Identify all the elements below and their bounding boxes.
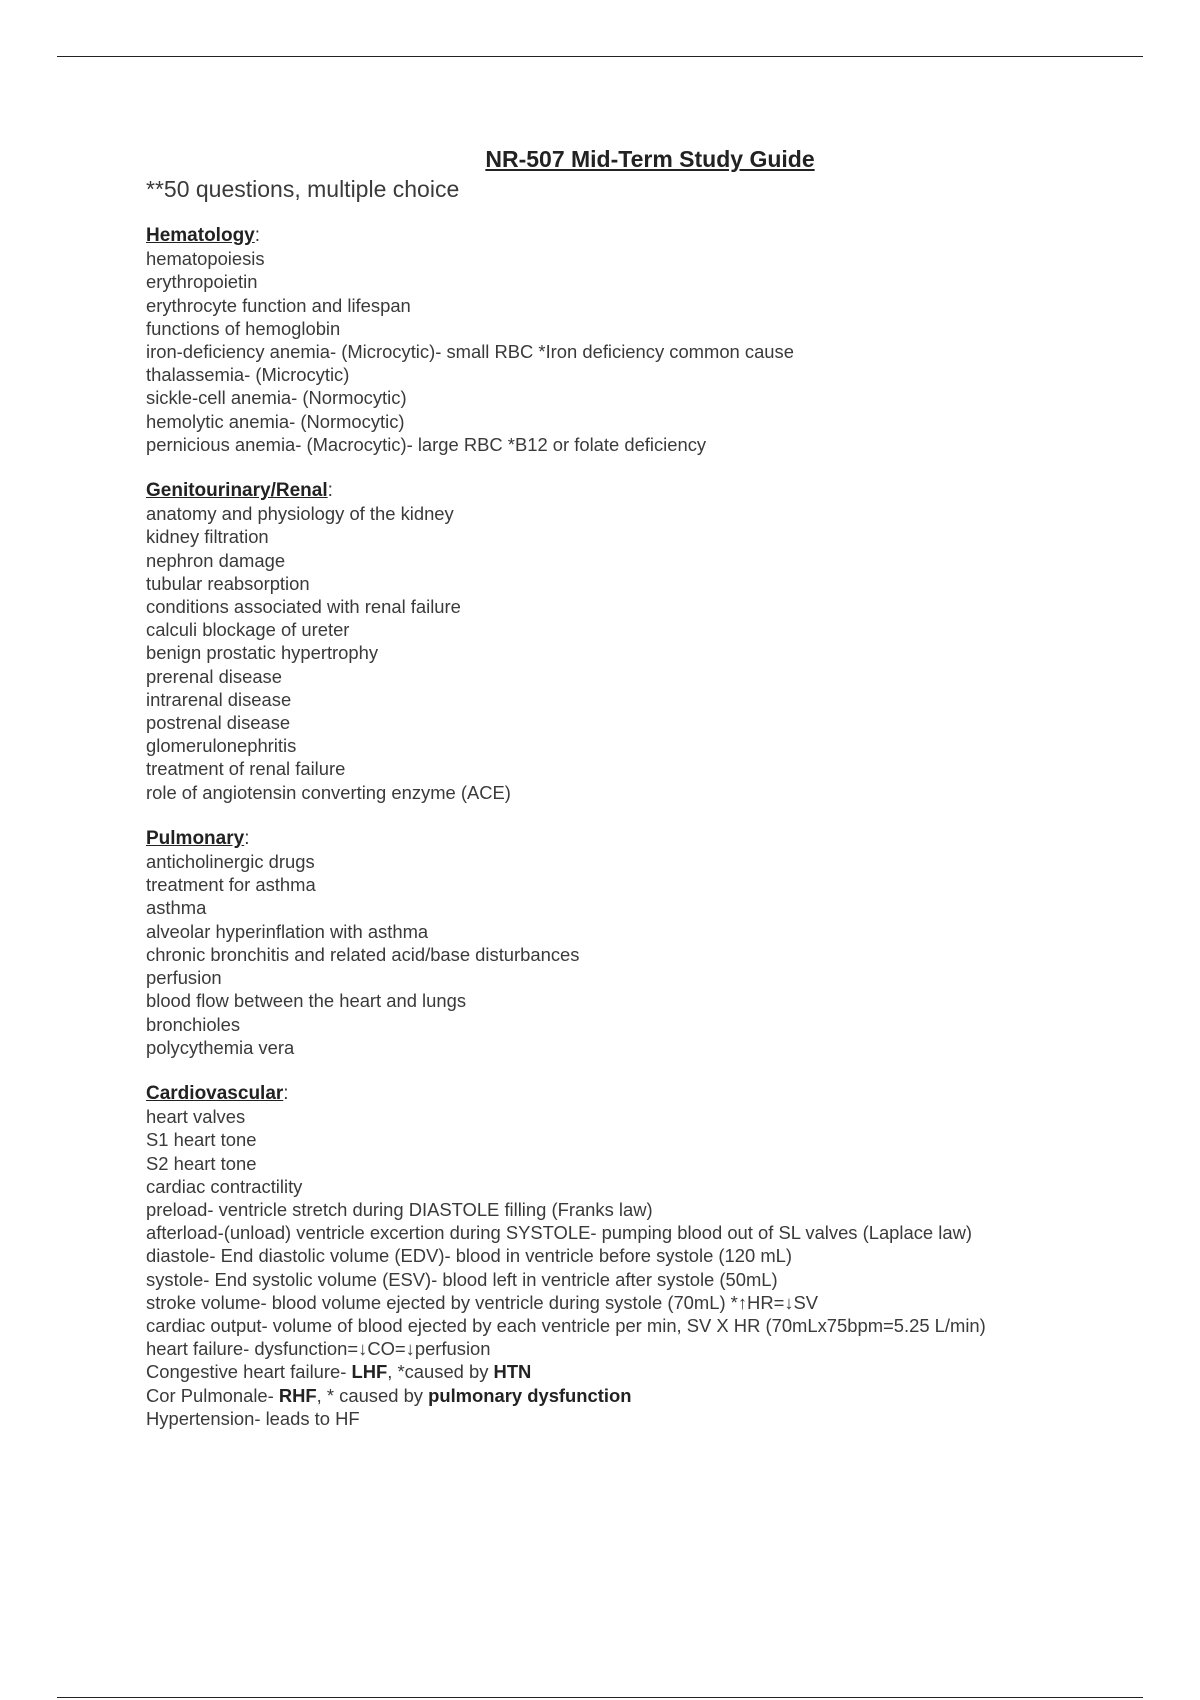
topic-item: nephron damage [146, 549, 286, 571]
section-cardiovascular [146, 1082, 1146, 1430]
heading-colon: : [254, 225, 261, 246]
topic-item: iron-deficiency anemia- (Microcytic)- small RBC *Iron deficiency common cause [146, 341, 794, 363]
cor-pulmonale-lead: Cor Pulmonale- [146, 1384, 279, 1406]
topic-item: glomerulonephritis [146, 735, 297, 757]
topic-item: calculi blockage of ureter [146, 619, 350, 641]
topic-item-cor-pulmonale [146, 1384, 1146, 1407]
topic-item: stroke volume- blood volume ejected by ventricle during systole (70mL) *↑HR=↓SV [146, 1291, 819, 1313]
heading-colon: : [244, 827, 250, 849]
topic-item: S2 heart tone [146, 1152, 257, 1174]
topic-item: diastole- End diastolic volume (EDV)- blood in ventricle before systole (120 mL) [146, 1245, 793, 1267]
topic-item: postrenal disease [146, 712, 291, 734]
topic-item: kidney filtration [146, 526, 269, 548]
section-pulmonary [146, 827, 1146, 1059]
section-hematology [146, 224, 1146, 456]
topic-item: conditions associated with renal failure [146, 596, 461, 618]
topic-item: chronic bronchitis and related acid/base disturbances [146, 943, 580, 965]
topic-item: intrarenal disease [146, 688, 292, 710]
topic-item: heart failure- dysfunction=↓CO=↓perfusion [146, 1338, 491, 1360]
topic-item: functions of hemoglobin [146, 317, 341, 339]
topic-item: heart valves [146, 1106, 246, 1128]
topic-item: pernicious anemia- (Macrocytic)- large RBC *B12 or folate deficiency [146, 433, 707, 455]
cardiovascular-topic-list [146, 1105, 1146, 1430]
topic-item: blood flow between the heart and lungs [146, 990, 467, 1012]
topic-item: treatment for asthma [146, 874, 316, 896]
topic-item: anatomy and physiology of the kidney [146, 503, 454, 525]
topic-item: cardiac contractility [146, 1175, 303, 1197]
topic-item: asthma [146, 897, 207, 919]
topic-item: erythrocyte function and lifespan [146, 294, 411, 316]
topic-item: S1 heart tone [146, 1129, 257, 1151]
topic-item: sickle-cell anemia- (Normocytic) [146, 387, 407, 409]
document-title: NR-507 Mid-Term Study Guide [485, 146, 815, 172]
section-heading-hematology [146, 224, 1146, 247]
topic-item: thalassemia- (Microcytic) [146, 364, 350, 386]
topic-item: benign prostatic hypertrophy [146, 642, 379, 664]
topic-item: cardiac output- volume of blood ejected by each ventricle per min, SV X HR (70mLx75bpm=5.25 L/min) [146, 1314, 986, 1336]
pulmonary-topic-list [146, 850, 1146, 1059]
topic-item: afterload-(unload) ventricle excertion during SYSTOLE- pumping blood out of SL valves (Laplace law) [146, 1222, 972, 1244]
hematology-topic-list [146, 247, 1146, 456]
topic-item: hemolytic anemia- (Normocytic) [146, 410, 405, 432]
heading-colon: : [327, 480, 333, 502]
topic-item: anticholinergic drugs [146, 851, 315, 873]
cor-pulmonale-side: RHF [278, 1384, 317, 1406]
topic-item: role of angiotensin converting enzyme (ACE) [146, 781, 511, 803]
heading-text: Genitourinary/Renal [146, 480, 328, 502]
footer-rule [57, 1697, 1143, 1698]
topic-item: perfusion [146, 967, 222, 989]
section-renal [146, 479, 1146, 804]
heading-colon: : [283, 1082, 289, 1104]
topic-item: prerenal disease [146, 665, 282, 687]
document-body [146, 144, 1146, 1453]
topic-item: erythropoietin [146, 271, 258, 293]
chf-cause: HTN [493, 1361, 532, 1383]
header-rule [57, 56, 1143, 57]
section-heading-pulmonary [146, 827, 1146, 850]
topic-item: tubular reabsorption [146, 572, 310, 594]
topic-item: alveolar hyperinflation with asthma [146, 920, 429, 942]
topic-item: bronchioles [146, 1013, 241, 1035]
cor-pulmonale-mid: , * caused by [316, 1384, 429, 1406]
cor-pulmonale-cause: pulmonary dysfunction [428, 1384, 632, 1406]
section-heading-renal [146, 479, 1146, 502]
chf-lead: Congestive heart failure- [146, 1361, 352, 1383]
heading-text: Cardiovascular [146, 1082, 284, 1104]
section-heading-cardiovascular [146, 1082, 1146, 1105]
heading-text: Pulmonary [146, 827, 245, 849]
chf-mid: , *caused by [387, 1361, 494, 1383]
document-subtitle: **50 questions, multiple choice [146, 176, 460, 202]
topic-item: preload- ventricle stretch during DIASTOLE filling (Franks law) [146, 1198, 653, 1220]
topic-item: treatment of renal failure [146, 758, 346, 780]
topic-item: hematopoiesis [146, 248, 265, 270]
topic-item: polycythemia vera [146, 1036, 295, 1058]
topic-item-chf [146, 1360, 1146, 1383]
renal-topic-list [146, 502, 1146, 804]
topic-item: Hypertension- leads to HF [146, 1407, 360, 1429]
topic-item: systole- End systolic volume (ESV)- blood left in ventricle after systole (50mL) [146, 1268, 778, 1290]
chf-side: LHF [351, 1361, 388, 1383]
heading-text: Hematology [146, 225, 255, 246]
